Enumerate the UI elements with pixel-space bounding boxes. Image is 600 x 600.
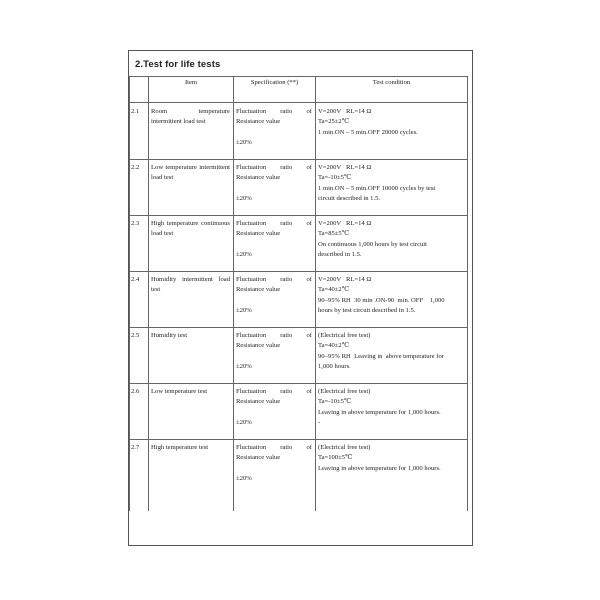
spec-tolerance: ±20% bbox=[236, 194, 252, 202]
section-title: 2.Test for life tests bbox=[135, 59, 221, 70]
condition-line-3: Leaving in above temperature for 1,000 hours. bbox=[318, 408, 441, 416]
condition-line-1: V=200V RL=14 Ω bbox=[318, 164, 372, 171]
spec-line-1 bbox=[236, 107, 312, 117]
test-condition bbox=[318, 107, 464, 138]
header-specification: Specification (**) bbox=[250, 79, 299, 86]
condition-line-2: Ta=100±5℃ bbox=[318, 454, 353, 462]
spec-word: Fluctuation bbox=[236, 444, 267, 451]
specification bbox=[236, 219, 312, 260]
spec-tolerance: ±20% bbox=[236, 138, 252, 146]
test-condition bbox=[318, 163, 464, 204]
condition-line-4: - bbox=[318, 418, 321, 426]
specification bbox=[236, 275, 312, 316]
header-test-condition: Test condition bbox=[372, 79, 411, 86]
condition-line-2: Ta=85±5℃ bbox=[318, 230, 350, 238]
spec-word: of bbox=[306, 332, 312, 339]
condition-line-3: 90–95% RH Leaving in above temperature for bbox=[318, 352, 444, 360]
spec-word: ratio bbox=[280, 220, 293, 227]
specification bbox=[236, 331, 312, 372]
condition-line-1: (Electrical free test) bbox=[318, 444, 371, 451]
spec-line-1 bbox=[236, 219, 312, 229]
condition-line-3: Leaving in above temperature for 1,000 hours. bbox=[318, 464, 441, 472]
table-row bbox=[129, 327, 468, 383]
row-number: 2.4 bbox=[131, 276, 140, 283]
spec-tolerance: ±20% bbox=[236, 362, 252, 370]
condition-line-3: 90–95% RH 30 min .ON-90 min. OFF 1,000 bbox=[318, 296, 445, 304]
condition-line-1: (Electrical free test) bbox=[318, 332, 371, 339]
item-name: Low temperature test bbox=[151, 388, 208, 395]
spec-word: ratio bbox=[280, 332, 293, 339]
spec-word: Fluctuation bbox=[236, 220, 267, 227]
spec-word: Fluctuation bbox=[236, 164, 267, 171]
spec-word: ratio bbox=[280, 108, 293, 115]
table-row bbox=[129, 383, 468, 439]
table-row bbox=[129, 159, 468, 215]
item-name: High temperature test bbox=[151, 444, 209, 451]
document-page bbox=[128, 50, 473, 546]
condition-line-4: circuit described in 1.5. bbox=[318, 194, 381, 202]
spec-line-2: Resistance value bbox=[236, 398, 281, 406]
row-number: 2.6 bbox=[131, 388, 140, 395]
condition-line-2: Ta=25±2℃ bbox=[318, 118, 350, 126]
condition-line-3: On continuous 1,000 hours by test circuit bbox=[318, 240, 427, 248]
spec-line-1 bbox=[236, 443, 312, 453]
spec-line-1 bbox=[236, 275, 312, 285]
spec-line-2: Resistance value bbox=[236, 230, 281, 238]
spec-word: ratio bbox=[280, 276, 293, 283]
spec-line-1 bbox=[236, 387, 312, 397]
spec-word: ratio bbox=[280, 444, 293, 451]
test-condition bbox=[318, 331, 464, 372]
spec-tolerance: ±20% bbox=[236, 306, 252, 314]
row-number: 2.3 bbox=[131, 220, 140, 227]
row-number: 2.7 bbox=[131, 444, 140, 451]
spec-line-2: Resistance value bbox=[236, 342, 281, 350]
spec-word: Fluctuation bbox=[236, 332, 267, 339]
condition-line-4: hours by test circuit described in 1.5. bbox=[318, 306, 416, 314]
spec-line-2: Resistance value bbox=[236, 454, 281, 462]
specification bbox=[236, 387, 312, 428]
spec-line-2: Resistance value bbox=[236, 118, 281, 126]
spec-word: Fluctuation bbox=[236, 108, 267, 115]
table-row bbox=[129, 103, 468, 159]
condition-line-1: V=200V RL=14 Ω bbox=[318, 108, 372, 115]
test-condition bbox=[318, 443, 464, 474]
spec-word: of bbox=[306, 444, 312, 451]
table-top-border bbox=[129, 76, 468, 77]
specification bbox=[236, 443, 312, 484]
test-condition bbox=[318, 275, 464, 316]
spec-tolerance: ±20% bbox=[236, 250, 252, 258]
row-number: 2.2 bbox=[131, 164, 140, 171]
condition-line-1: (Electrical free test) bbox=[318, 388, 371, 395]
condition-line-3: 1 min.ON – 5 min.OFF 20000 cycles. bbox=[318, 128, 418, 136]
condition-line-1: V=200V RL=14 Ω bbox=[318, 220, 372, 227]
item-name: Room temperature intermittent load test bbox=[151, 108, 230, 126]
test-condition bbox=[318, 219, 464, 260]
table-row bbox=[129, 271, 468, 327]
table-row bbox=[129, 439, 468, 511]
specification bbox=[236, 107, 312, 148]
item-name: Low temperature intermittent load test bbox=[151, 164, 230, 182]
row-number: 2.1 bbox=[131, 108, 140, 115]
spec-word: Fluctuation bbox=[236, 388, 267, 395]
table-row bbox=[129, 215, 468, 271]
spec-line-2: Resistance value bbox=[236, 174, 281, 182]
spec-line-2: Resistance value bbox=[236, 286, 281, 294]
condition-line-4: 1,000 hours. bbox=[318, 362, 351, 370]
spec-tolerance: ±20% bbox=[236, 474, 252, 482]
spec-word: Fluctuation bbox=[236, 276, 267, 283]
spec-tolerance: ±20% bbox=[236, 418, 252, 426]
condition-line-2: Ta=40±2℃ bbox=[318, 286, 350, 294]
condition-line-2: Ta=40±2℃ bbox=[318, 342, 350, 350]
header-item: Item bbox=[184, 79, 198, 86]
spec-word: ratio bbox=[280, 388, 293, 395]
condition-line-2: Ta=-10±5℃ bbox=[318, 174, 352, 182]
spec-word: ratio bbox=[280, 164, 293, 171]
spec-line-1 bbox=[236, 163, 312, 173]
condition-line-3: 1 min.ON – 5 min.OFF 10000 cycles by test bbox=[318, 184, 436, 192]
spec-word: of bbox=[306, 220, 312, 227]
spec-word: of bbox=[306, 388, 312, 395]
condition-line-1: V=200V RL=14 Ω bbox=[318, 276, 372, 283]
row-number: 2.5 bbox=[131, 332, 140, 339]
spec-word: of bbox=[306, 164, 312, 171]
spec-line-1 bbox=[236, 331, 312, 341]
specification bbox=[236, 163, 312, 204]
test-condition bbox=[318, 387, 464, 428]
condition-line-2: Ta=-10±5℃ bbox=[318, 398, 352, 406]
item-name: Humidity test bbox=[151, 332, 188, 339]
item-name: Humidity intermittent load test bbox=[151, 276, 230, 294]
spec-word: of bbox=[306, 276, 312, 283]
item-name: High temperature continuous load test bbox=[151, 220, 230, 238]
condition-line-4: described in 1.5. bbox=[318, 250, 362, 258]
spec-word: of bbox=[306, 108, 312, 115]
